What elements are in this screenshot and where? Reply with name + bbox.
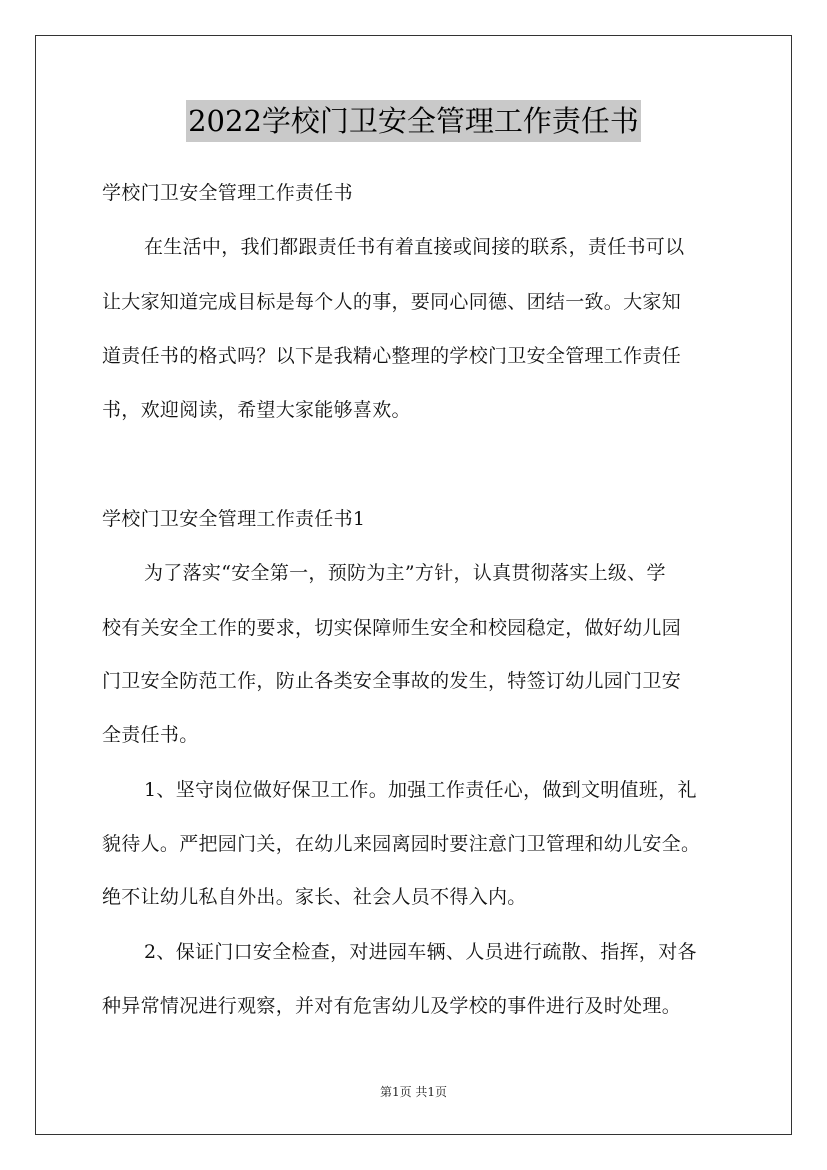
item1-line-3: 绝不让幼儿私自外出。家长、社会人员不得入内。	[102, 886, 527, 908]
page-footer: 第1页 共1页	[379, 1085, 448, 1099]
document-title: 2022学校门卫安全管理工作责任书	[186, 100, 641, 142]
intro-line-3: 道责任书的格式吗？以下是我精心整理的学校门卫安全管理工作责任	[102, 345, 682, 367]
intro-line-1: 在生活中，我们都跟责任书有着直接或间接的联系，责任书可以	[144, 236, 685, 258]
item2-line-2: 种异常情况进行观察，并对有危害幼儿及学校的事件进行及时处理。	[102, 995, 682, 1017]
para1-line-3: 门卫安全防范工作，防止各类安全事故的发生，特签订幼儿园门卫安	[102, 670, 682, 692]
intro-line-4: 书，欢迎阅读，希望大家能够喜欢。	[102, 399, 411, 421]
item2-line-1: 2、保证门口安全检查，对进园车辆、人员进行疏散、指挥，对各	[144, 941, 697, 963]
document-subtitle: 学校门卫安全管理工作责任书	[102, 182, 353, 204]
section-heading: 学校门卫安全管理工作责任书1	[102, 508, 366, 530]
item1-line-1: 1、坚守岗位做好保卫工作。加强工作责任心，做到文明值班，礼	[144, 779, 697, 801]
item1-line-2: 貌待人。严把园门关，在幼儿来园离园时要注意门卫管理和幼儿安全。	[102, 833, 701, 855]
para1-line-2: 校有关安全工作的要求，切实保障师生安全和校园稳定，做好幼儿园	[102, 617, 682, 639]
intro-line-2: 让大家知道完成目标是每个人的事，要同心同德、团结一致。大家知	[102, 291, 682, 313]
para1-line-1: 为了落实“安全第一，预防为主”方针，认真贯彻落实上级、学	[144, 562, 666, 584]
title-container	[0, 100, 827, 142]
para1-line-4: 全责任书。	[102, 724, 199, 746]
